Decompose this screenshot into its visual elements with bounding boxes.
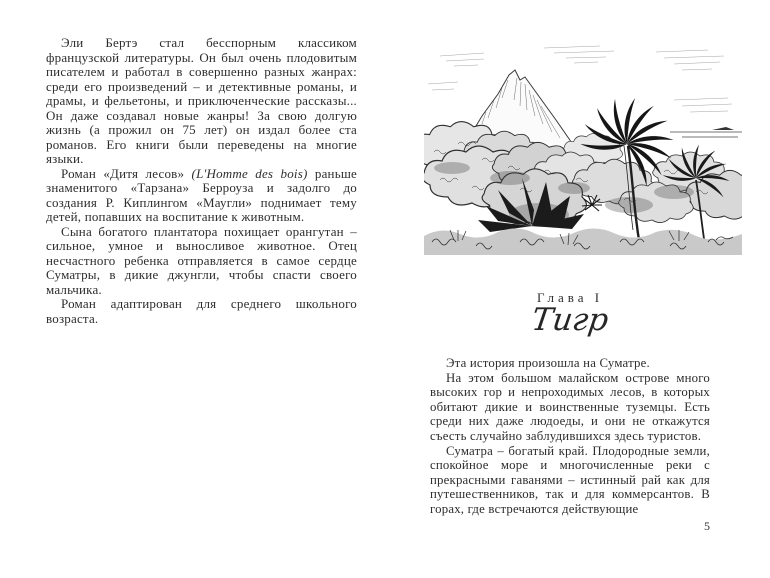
paragraph-about-novel	[46, 167, 357, 225]
paragraph-text: раньше знаменитого «Тарзана» Берроуза и задолго до создания Р. Киплингом «Маугли» поднимает тему детей, попавших на воспитание к животным.	[46, 165, 358, 224]
paragraph-story-opening: Эта история произошла на Суматре.	[446, 356, 650, 370]
jungle-illustration	[424, 40, 742, 255]
french-title-italic: (L'Homme des bois)	[191, 165, 308, 181]
chapter-heading: Глава I	[536, 290, 604, 305]
sky-hatching	[428, 46, 732, 112]
right-page-text	[430, 356, 710, 517]
paragraph-adaptation-note: Роман адаптирован для среднего школьного возраста.	[46, 296, 357, 326]
left-page-text	[46, 36, 357, 326]
sea-horizon	[670, 127, 742, 137]
paragraph-sumatra-description: Суматра – богатый край. Плодородные земли, спокойное море и многочисленные реки с прекрасными гаванями – истинный рай как для путешественников, так и для коммерсантов. В горах, где встречаются действующие	[430, 443, 710, 516]
paragraph-island-description: На этом большом малайском острове много высоких гор и непроходимых лесов, в которых обитают дикие и воинственные туземцы. Есть среди них даже людоеды, и они не откажутся съесть случайно заблудившихся здесь туристов.	[430, 370, 710, 443]
chapter-title-script: Тигр	[529, 302, 611, 338]
paragraph-text: Роман «Дитя лесов»	[61, 165, 192, 181]
paragraph-about-author: Эли Бертэ стал бесспорным классиком французской литературы. Он был очень плодовитым писателем и работал в совершенно разных жанрах: среди его произведений – и детективные романы, и драмы, и фельетоны, и приключенческие рассказы... Он даже создавал новые жанры! За свою долгую жизнь (а прожил он 75 лет) он издал более ста романов. Его книги были переведены на многие языки.	[46, 35, 357, 166]
page-number: 5	[704, 519, 710, 533]
paragraph-plot-summary: Сына богатого плантатора похищает орангутан – сильное, умное и выносливое животное. Отец несчастного ребенка отправляется в самое сердце Суматры, в дикие джунгли, чтобы спасти своего мальчика.	[46, 223, 357, 297]
foreground-scrub	[424, 228, 742, 255]
